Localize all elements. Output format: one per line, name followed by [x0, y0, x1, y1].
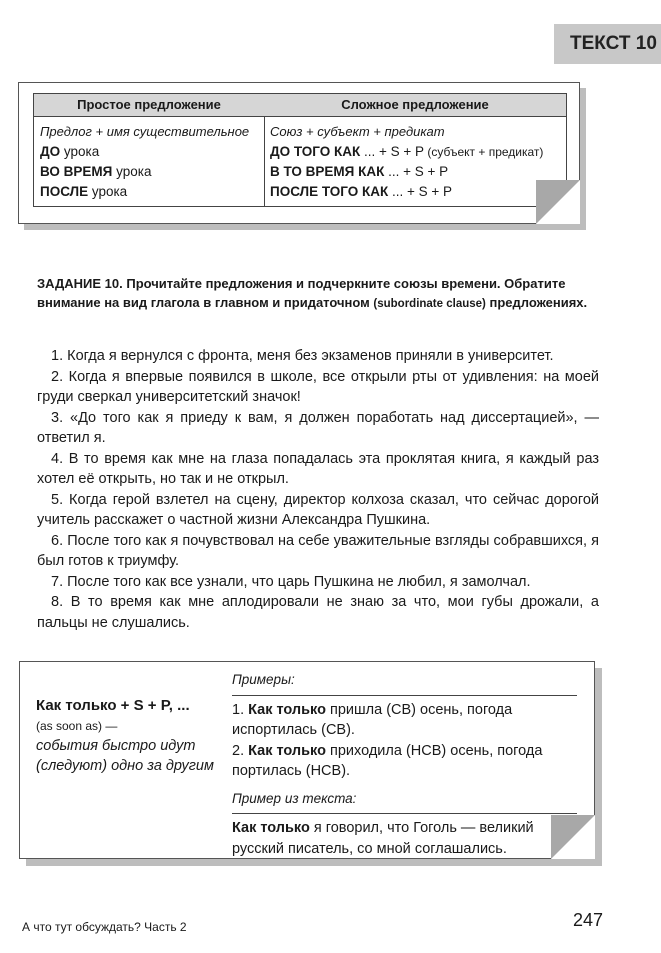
- page-curl-corner: [536, 180, 580, 224]
- examples-label: Примеры:: [232, 672, 295, 687]
- sentence-item: 8. В то время как мне аплодировали не знаю за что, мои губы дрожали, а пальцы не слушались.: [37, 594, 599, 631]
- simple-row: ПОСЛЕ урока: [40, 184, 128, 199]
- rule-heading: Как только + S + P, ...: [36, 697, 190, 714]
- sentence-list: [37, 346, 599, 633]
- rule-definition: [36, 696, 216, 776]
- rule-examples: [232, 670, 577, 859]
- simple-sentence-column: [34, 94, 265, 206]
- complex-row: В ТО ВРЕМЯ КАК ... + S + P: [270, 164, 449, 179]
- rule-description: события быстро идут (следуют) одно за другим: [36, 738, 214, 774]
- simple-row: ВО ВРЕМЯ урока: [40, 164, 152, 179]
- simple-row: ДО урока: [40, 144, 100, 159]
- text-example: Как только я говорил, что Гоголь — великий русский писатель, со мной соглашались.: [232, 820, 534, 857]
- grammar-table-panel: [18, 82, 580, 224]
- complex-row: ДО ТОГО КАК ... + S + P (субъект + предикат): [270, 144, 544, 159]
- sentence-item: 2. Когда я впервые появился в школе, все открыли рты от удивления: на моей груди сверкал университетский значок!: [37, 368, 599, 405]
- complex-sentence-formula: Союз + субъект + предикат: [270, 124, 445, 139]
- page-curl-corner: [551, 815, 595, 859]
- example-item: 1. Как только пришла (СВ) осень, погода испортилась (СВ).: [232, 701, 513, 738]
- page-number: 247: [573, 910, 604, 930]
- complex-sentence-column: [264, 94, 566, 206]
- book-title-footer: А что тут обсуждать? Часть 2: [22, 920, 187, 934]
- simple-sentence-header: Простое предложение: [34, 94, 264, 117]
- sentence-item: 1. Когда я вернулся с фронта, меня без экзаменов приняли в университет.: [51, 348, 554, 364]
- rule-box: [19, 661, 595, 859]
- rule-translation: (as soon as) —: [36, 719, 118, 733]
- sentence-item: 3. «До того как я приеду к вам, я должен поработать над диссертацией», — ответил я.: [37, 409, 599, 446]
- simple-sentence-formula: Предлог + имя существительное: [40, 124, 250, 139]
- sentence-item: 5. Когда герой взлетел на сцену, директор колхоза сказал, что сейчас дорогой учитель расскажет о частной жизни Александра Пушкина.: [37, 491, 599, 528]
- sentence-item: 7. После того как все узнали, что царь Пушкина не любил, я замолчал.: [51, 573, 531, 590]
- example-item: 2. Как только приходила (НСВ) осень, погода портилась (НСВ).: [232, 742, 543, 779]
- complex-sentence-header: Сложное предложение: [264, 94, 566, 117]
- complex-row: ПОСЛЕ ТОГО КАК ... + S + P: [270, 184, 453, 199]
- text-number-tab: ТЕКСТ 10: [554, 24, 661, 64]
- sentence-item: 4. В то время как мне на глаза попадалась эта проклятая книга, я каждый раз хотел её открыть, но так и не открыл.: [37, 450, 599, 487]
- task-instruction: ЗАДАНИЕ 10. Прочитайте предложения и подчеркните союзы времени. Обратите внимание на вид глагола в главном и придаточном (subordinate clause) предложениях.: [37, 276, 588, 310]
- text-example-label: Пример из текста:: [232, 790, 357, 806]
- sentence-item: 6. После того как я почувствовал на себе уважительные взгляды собравшихся, я был готов к триумфу.: [37, 532, 599, 569]
- grammar-table: [33, 93, 567, 207]
